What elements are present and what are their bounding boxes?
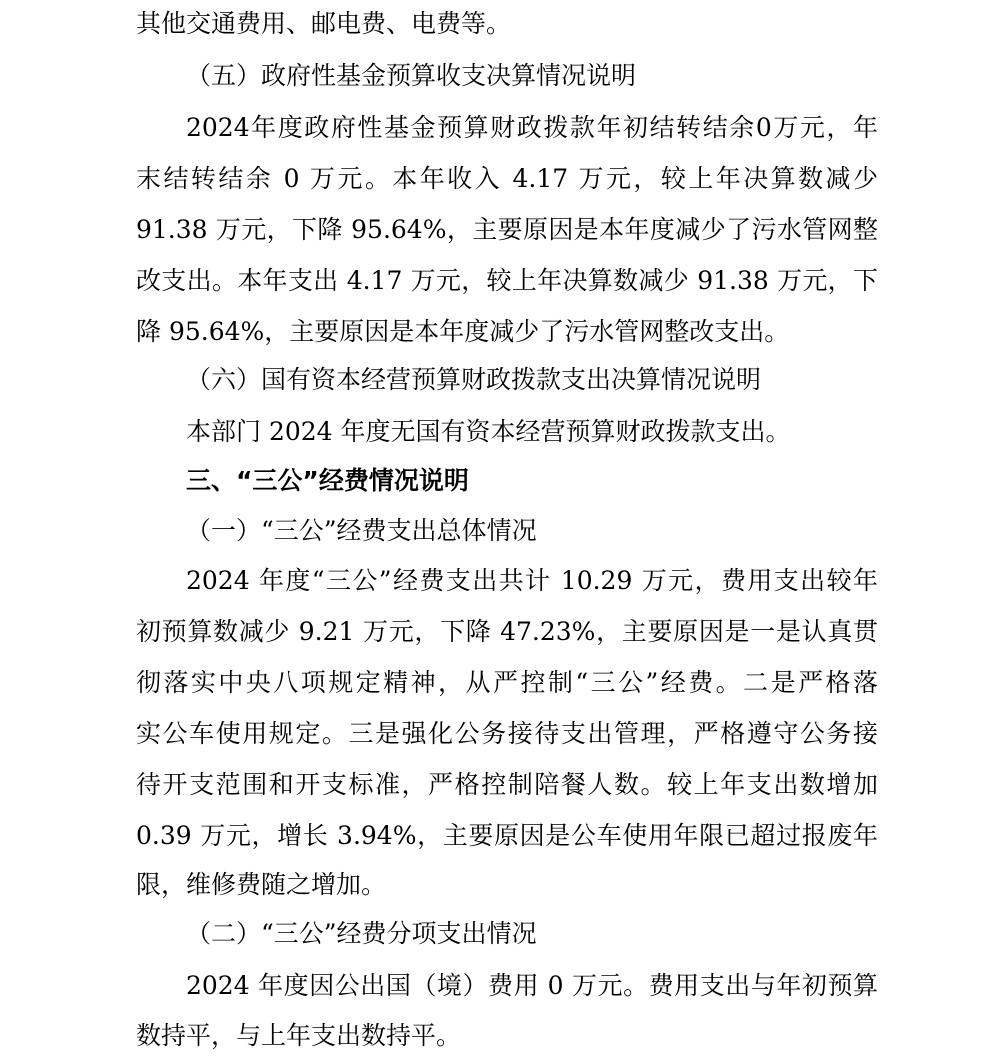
paragraph-line: 改支出。本年支出 4.17 万元，较上年决算数减少 91.38 万元，下 [136,266,878,295]
paragraph-line: 0.39 万元，增长 3.94%，主要原因是公车使用年限已超过报废年 [136,821,878,850]
paragraph-line: 2024 年度“三公”经费支出共计 10.29 万元，费用支出较年 [186,566,878,595]
section-heading-6: （六）国有资本经营预算财政拨款支出决算情况说明 [186,365,762,394]
paragraph-line: 本部门 2024 年度无国有资本经营预算财政拨款支出。 [186,417,791,446]
section-heading-1: （一）“三公”经费支出总体情况 [186,516,537,545]
paragraph-line: 彻落实中央八项规定精神，从严控制“三公”经费。二是严格落 [136,668,878,697]
paragraph-line: 91.38 万元，下降 95.64%，主要原因是本年度减少了污水管网整 [136,215,878,244]
paragraph-line: 2024年度政府性基金预算财政拨款年初结转结余0万元，年 [186,113,878,142]
section-heading-5: （五）政府性基金预算收支决算情况说明 [186,61,637,90]
paragraph-line: 实公车使用规定。三是强化公务接待支出管理，严格遵守公务接 [136,719,878,748]
paragraph-line: 降 95.64%，主要原因是本年度减少了污水管网整改支出。 [136,317,790,346]
paragraph-line: 其他交通费用、邮电费、电费等。 [136,9,512,38]
paragraph-line: 限，维修费随之增加。 [136,870,387,899]
paragraph-line: 数持平，与上年支出数持平。 [136,1021,462,1050]
paragraph-line: 2024 年度因公出国（境）费用 0 万元。费用支出与年初预算 [186,971,878,1000]
paragraph-line: 初预算数减少 9.21 万元，下降 47.23%，主要原因是一是认真贯 [136,617,878,646]
paragraph-line: 待开支范围和开支标准，严格控制陪餐人数。较上年支出数增加 [136,770,878,799]
chapter-heading-3: 三、“三公”经费情况说明 [186,466,469,495]
section-heading-2: （二）“三公”经费分项支出情况 [186,919,537,948]
paragraph-line: 末结转结余 0 万元。本年收入 4.17 万元，较上年决算数减少 [136,164,878,193]
